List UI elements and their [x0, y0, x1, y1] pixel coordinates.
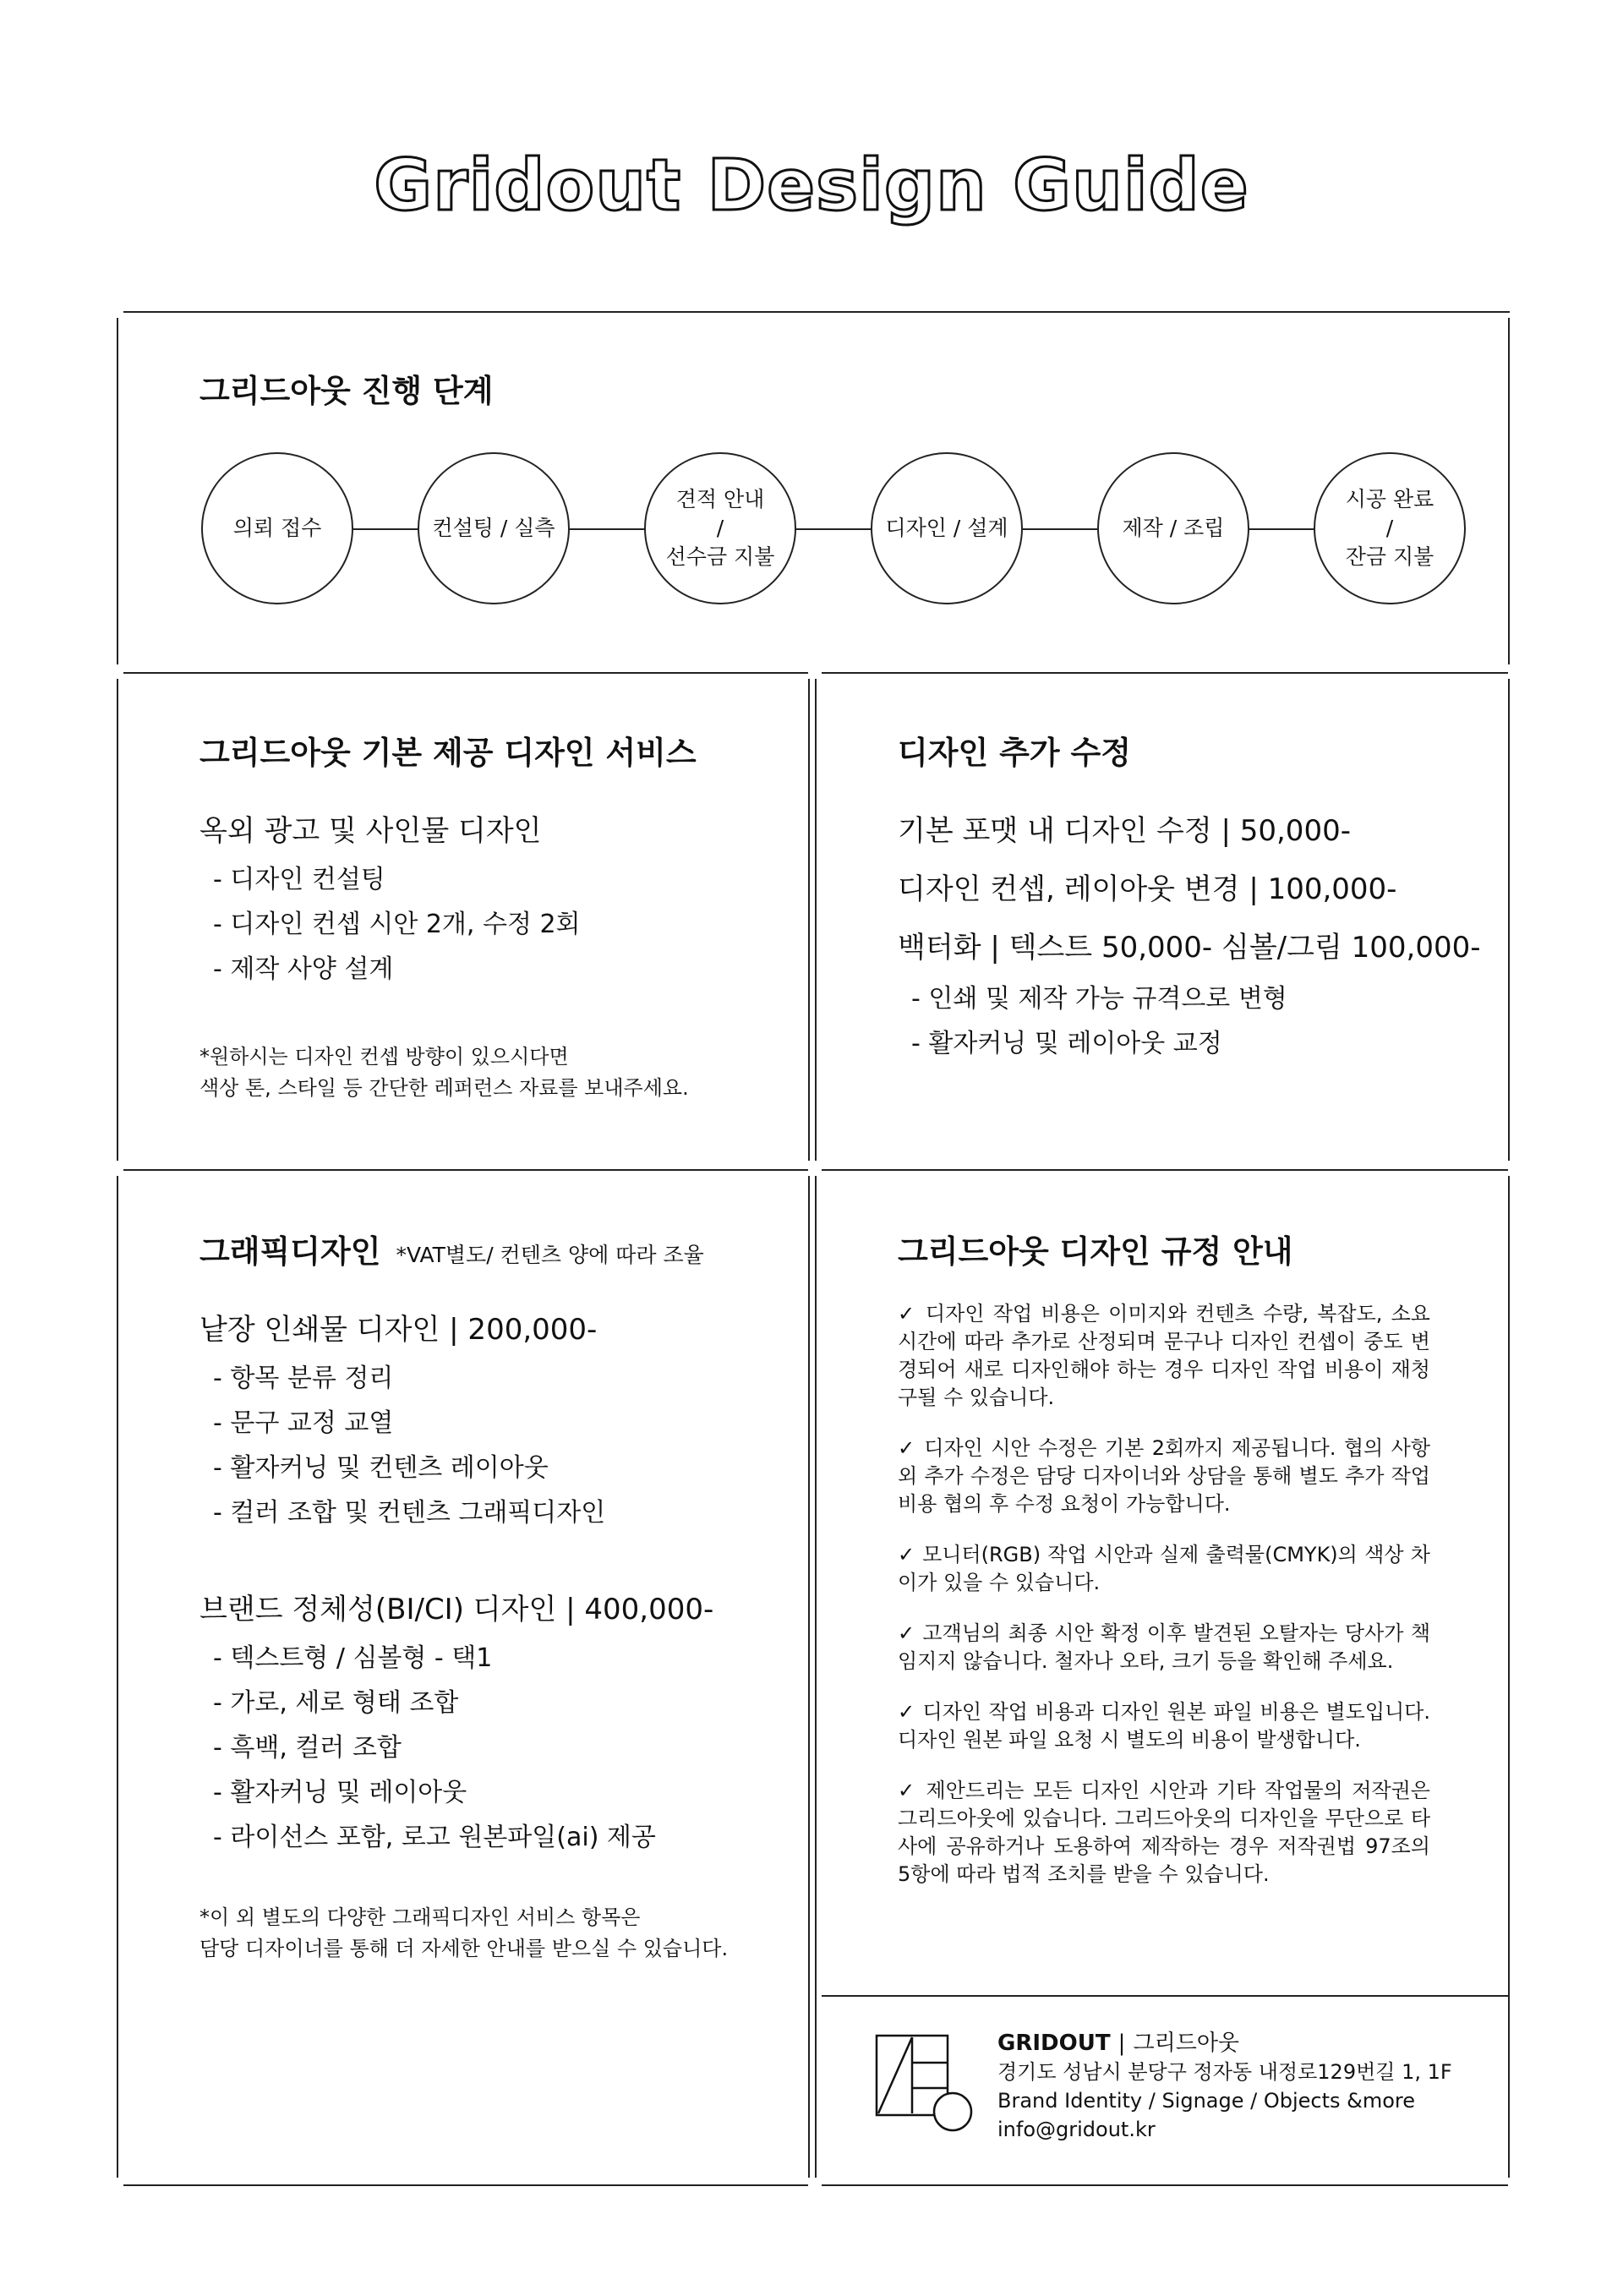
additional-edit-list [911, 976, 1287, 1066]
divider [123, 2184, 808, 2186]
list-item: - 흑백, 컬러 조합 [213, 1733, 402, 1763]
divider [808, 1176, 810, 2178]
list-item: - 라이선스 포함, 로고 원본파일(ai) 제공 [213, 1823, 656, 1852]
footer-address: 경기도 성남시 분당구 정자동 내정로129번길 1, 1F [997, 2060, 1452, 2084]
rule-paragraph: ✓ 디자인 시안 수정은 기본 2회까지 제공됩니다. 협의 사항 외 추가 수정은 담당 디자이너와 상담을 통해 별도 추가 작업 비용 협의 후 수정 요청이 가능합니다. [898, 1436, 1430, 1516]
additional-edit-heading: 디자인 추가 수정 [898, 735, 1131, 771]
graphic-design-heading: 그래픽디자인 *VAT별도/ 컨텐츠 양에 따라 조율 [199, 1233, 704, 1270]
list-item: - 텍스트형 / 심볼형 - 택1 [213, 1643, 493, 1673]
divider [808, 679, 810, 1161]
process-connector [353, 528, 418, 530]
list-item: - 항목 분류 정리 [213, 1364, 394, 1393]
footer-email[interactable]: info@gridout.kr [997, 2118, 1156, 2141]
divider [822, 1169, 1508, 1171]
divider [822, 2184, 1508, 2186]
rules-list [898, 1300, 1430, 1911]
rule-paragraph: ✓ 디자인 작업 비용은 이미지와 컨텐츠 수량, 복잡도, 소요 시간에 따라 추가로 산정되며 문구나 디자인 컨셉이 중도 변경되어 새로 디자인해야 하는 경우 디자인 작업 비용이 재청구될 수 있습니다. [898, 1302, 1430, 1409]
list-item: - 컬러 조합 및 컨텐츠 그래픽디자인 [213, 1498, 606, 1528]
price-row: 기본 포맷 내 디자인 수정 | 50,000- [898, 814, 1351, 848]
list-item: - 디자인 컨설팅 [213, 865, 385, 894]
rule-paragraph: ✓ 고객님의 최종 시안 확정 이후 발견된 오탈자는 당사가 책임지지 않습니다. 철자나 오타, 크기 등을 확인해 주세요. [898, 1621, 1430, 1673]
process-step-1: 의뢰 접수 [201, 452, 353, 604]
process-connector [796, 528, 871, 530]
process-connector [1249, 528, 1314, 530]
basic-service-note: *원하시는 디자인 컨셉 방향이 있으시다면 색상 톤, 스타일 등 간단한 레퍼런스 자료를 보내주세요. [199, 1045, 689, 1100]
list-item: - 디자인 컨셉 시안 2개, 수정 2회 [213, 910, 581, 939]
print-design-list [213, 1356, 605, 1535]
divider [822, 672, 1508, 674]
divider [1508, 318, 1510, 664]
process-step-3: 견적 안내 / 선수금 지불 [644, 452, 796, 604]
footer-info [997, 2029, 1452, 2144]
divider [815, 679, 817, 1161]
divider [822, 1995, 1508, 1997]
list-item: - 제작 사양 설계 [213, 954, 394, 984]
process-connector [570, 528, 644, 530]
process-connector [1023, 528, 1097, 530]
rule-paragraph: ✓ 디자인 작업 비용과 디자인 원본 파일 비용은 별도입니다. 디자인 원본 파일 요청 시 별도의 비용이 발생합니다. [898, 1700, 1430, 1752]
price-row: 디자인 컨셉, 레이아웃 변경 | 100,000- [898, 872, 1397, 906]
process-step-6: 시공 완료 / 잔금 지불 [1314, 452, 1466, 604]
divider [1508, 679, 1510, 1161]
divider [815, 1176, 817, 2178]
brand-design-title: 브랜드 정체성(BI/CI) 디자인 | 400,000- [199, 1593, 714, 1626]
divider [123, 672, 808, 674]
rules-heading: 그리드아웃 디자인 규정 안내 [898, 1233, 1293, 1270]
print-design-title: 낱장 인쇄물 디자인 | 200,000- [199, 1313, 598, 1347]
list-item: - 활자커닝 및 레이아웃 [213, 1778, 467, 1807]
divider [117, 1176, 118, 2178]
list-item: - 문구 교정 교열 [213, 1408, 394, 1438]
list-item: - 인쇄 및 제작 가능 규격으로 변형 [911, 984, 1287, 1014]
rule-paragraph: ✓ 제안드리는 모든 디자인 시안과 기타 작업물의 저작권은 그리드아웃에 있습니다. 그리드아웃의 디자인을 무단으로 타사에 공유하거나 도용하여 제작하는 경우 저작권법 97조의 5항에 따라 법적 조치를 받을 수 있습니다. [898, 1779, 1430, 1886]
graphic-design-heading-note: *VAT별도/ 컨텐츠 양에 따라 조율 [396, 1243, 704, 1267]
divider [1508, 1176, 1510, 2178]
process-step-2: 컨설팅 / 실측 [418, 452, 570, 604]
divider [117, 679, 118, 1161]
list-item: - 활자커닝 및 레이아웃 교정 [911, 1029, 1222, 1058]
divider [117, 318, 118, 664]
divider [123, 1169, 808, 1171]
rule-paragraph: ✓ 모니터(RGB) 작업 시안과 실제 출력물(CMYK)의 색상 차이가 있을 수 있습니다. [898, 1543, 1430, 1594]
basic-service-heading: 그리드아웃 기본 제공 디자인 서비스 [199, 735, 697, 771]
basic-service-subheading: 옥외 광고 및 사인물 디자인 [199, 814, 542, 848]
graphic-design-note: *이 외 별도의 다양한 그래픽디자인 서비스 항목은 담당 디자이너를 통해 더 자세한 안내를 받으실 수 있습니다. [199, 1905, 729, 1960]
brand-design-list [213, 1636, 656, 1860]
gridout-logo-icon [875, 2034, 976, 2135]
process-step-5: 제작 / 조립 [1097, 452, 1249, 604]
divider [123, 311, 1510, 313]
footer-services: Brand Identity / Signage / Objects &more [997, 2089, 1416, 2113]
basic-service-list [213, 857, 581, 992]
page-title: Gridout Design Guide [374, 144, 1249, 227]
price-row: 백터화 | 텍스트 50,000- 심볼/그림 100,000- [898, 931, 1481, 965]
footer-brand: GRIDOUT | 그리드아웃 [997, 2031, 1240, 2056]
list-item: - 가로, 세로 형태 조합 [213, 1688, 459, 1718]
process-step-4: 디자인 / 설계 [871, 452, 1023, 604]
process-heading: 그리드아웃 진행 단계 [199, 373, 494, 409]
list-item: - 활자커닝 및 컨텐츠 레이아웃 [213, 1453, 549, 1483]
